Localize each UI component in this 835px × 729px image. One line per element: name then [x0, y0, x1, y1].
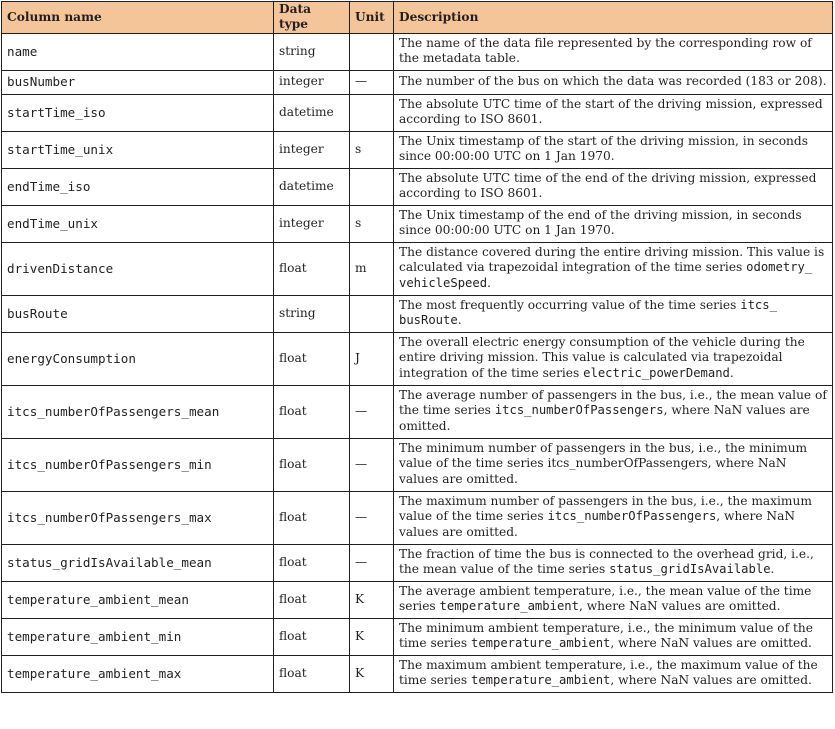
header-data-type: Data type	[274, 2, 350, 34]
cell-data-type: float	[274, 491, 350, 544]
cell-data-type: float	[274, 385, 350, 438]
cell-column-name: energyConsumption	[2, 332, 274, 385]
description-code: temperature_ambient	[470, 673, 611, 688]
cell-unit: K	[350, 618, 394, 655]
cell-unit: s	[350, 205, 394, 242]
cell-column-name: status_gridIsAvailable_mean	[2, 544, 274, 581]
cell-data-type: float	[274, 544, 350, 581]
cell-description	[394, 94, 833, 131]
cell-unit: J	[350, 332, 394, 385]
metadata-table	[1, 1, 833, 693]
description-text: The average number of passengers in the bus, i.e., the mean value of the time series	[399, 388, 827, 418]
cell-column-name: temperature_ambient_mean	[2, 581, 274, 618]
description-text: The number of the bus on which the data was recorded (183 or 208).	[399, 73, 827, 88]
cell-description	[394, 491, 833, 544]
description-text: The maximum ambient temperature, i.e., the maximum value of the time series	[399, 657, 818, 688]
cell-column-name: endTime_iso	[2, 168, 274, 205]
table-row	[2, 581, 833, 618]
description-text: The distance covered during the entire driving mission. This value is calculated via trapezoidal integration of the time series	[399, 245, 825, 275]
table-row	[2, 205, 833, 242]
description-text: .	[770, 562, 775, 577]
header-description: Description	[394, 2, 833, 34]
description-text: .	[457, 313, 462, 328]
description-text: The name of the data file represented by the corresponding row of the metadata table.	[399, 35, 812, 66]
description-text: The absolute UTC time of the end of the driving mission, expressed according to ISO 8601.	[399, 170, 817, 201]
description-code: itcs_numberOfPassengers	[547, 509, 717, 524]
description-text: , where NaN values are omitted.	[399, 509, 796, 539]
table-row	[2, 618, 833, 655]
cell-column-name: itcs_numberOfPassengers_max	[2, 491, 274, 544]
cell-description	[394, 168, 833, 205]
description-code: temperature_ambient	[470, 636, 611, 651]
table-row	[2, 94, 833, 131]
cell-data-type: integer	[274, 70, 350, 94]
table-header-row	[2, 2, 833, 34]
cell-unit: —	[350, 70, 394, 94]
cell-description	[394, 33, 833, 70]
cell-column-name: name	[2, 33, 274, 70]
description-text: The overall electric energy consumption of the vehicle during the entire driving mission. This value is calculated via trapezoidal integration of the time series	[399, 335, 805, 380]
cell-data-type: string	[274, 33, 350, 70]
table-row	[2, 438, 833, 491]
cell-description	[394, 544, 833, 581]
cell-unit: —	[350, 385, 394, 438]
cell-data-type: float	[274, 618, 350, 655]
cell-column-name: startTime_unix	[2, 131, 274, 168]
header-column-name: Column name	[2, 2, 274, 34]
description-text: The Unix timestamp of the start of the driving mission, in seconds since 00:00:00 UTC on 1 Jan 1970.	[399, 133, 808, 164]
description-code: status_gridIsAvailable	[609, 562, 771, 577]
cell-column-name: itcs_numberOfPassengers_min	[2, 438, 274, 491]
table-row	[2, 33, 833, 70]
description-text: The maximum number of passengers in the bus, i.e., the maximum value of the time series	[399, 494, 812, 524]
description-text: The absolute UTC time of the start of the driving mission, expressed according to ISO 8601.	[399, 96, 823, 127]
cell-description	[394, 332, 833, 385]
table-row	[2, 131, 833, 168]
table-row	[2, 655, 833, 692]
cell-description	[394, 655, 833, 692]
cell-description	[394, 205, 833, 242]
cell-description	[394, 295, 833, 332]
cell-data-type: float	[274, 581, 350, 618]
table-row	[2, 70, 833, 94]
description-text: The fraction of time the bus is connected to the overhead grid, i.e., the mean value of the time series	[399, 546, 814, 577]
cell-description	[394, 70, 833, 94]
cell-unit: K	[350, 655, 394, 692]
cell-column-name: endTime_unix	[2, 205, 274, 242]
table-row	[2, 491, 833, 544]
description-text: , where NaN values are omitted.	[578, 599, 781, 614]
cell-unit: —	[350, 491, 394, 544]
cell-column-name: busRoute	[2, 295, 274, 332]
table-row	[2, 242, 833, 295]
cell-data-type: string	[274, 295, 350, 332]
cell-unit	[350, 94, 394, 131]
cell-unit: —	[350, 544, 394, 581]
cell-column-name: temperature_ambient_max	[2, 655, 274, 692]
cell-column-name: busNumber	[2, 70, 274, 94]
cell-description	[394, 385, 833, 438]
description-text: , where NaN values are omitted.	[610, 673, 812, 688]
header-unit: Unit	[350, 2, 394, 34]
description-text: The minimum number of passengers in the bus, i.e., the minimum value of the time series itcs_numberOfPassengers, where NaN values are omitted.	[399, 441, 808, 486]
cell-data-type: float	[274, 242, 350, 295]
table-row	[2, 544, 833, 581]
table-row	[2, 168, 833, 205]
table-row	[2, 332, 833, 385]
cell-description	[394, 581, 833, 618]
cell-description	[394, 618, 833, 655]
description-text: The most frequently occurring value of the time series	[399, 297, 741, 312]
cell-column-name: startTime_iso	[2, 94, 274, 131]
description-text: .	[487, 275, 491, 290]
cell-column-name: drivenDistance	[2, 242, 274, 295]
cell-column-name: itcs_numberOfPassengers_mean	[2, 385, 274, 438]
description-text: , where NaN values are omitted.	[610, 636, 812, 651]
cell-description	[394, 242, 833, 295]
table-row	[2, 385, 833, 438]
table-row	[2, 295, 833, 332]
cell-data-type: datetime	[274, 168, 350, 205]
description-text: The minimum ambient temperature, i.e., the minimum value of the time series	[399, 620, 813, 651]
cell-unit: —	[350, 438, 394, 491]
description-text: .	[729, 365, 734, 380]
cell-data-type: float	[274, 655, 350, 692]
cell-unit: K	[350, 581, 394, 618]
cell-data-type: integer	[274, 131, 350, 168]
cell-unit	[350, 168, 394, 205]
cell-data-type: integer	[274, 205, 350, 242]
cell-column-name: temperature_ambient_min	[2, 618, 274, 655]
cell-unit	[350, 33, 394, 70]
cell-unit: s	[350, 131, 394, 168]
cell-description	[394, 438, 833, 491]
cell-unit: m	[350, 242, 394, 295]
description-code: temperature_ambient	[439, 599, 579, 614]
cell-data-type: datetime	[274, 94, 350, 131]
description-text: , where NaN values are omitted.	[399, 403, 810, 433]
description-code: itcs_ busRoute	[399, 297, 777, 328]
description-text: The average ambient temperature, i.e., the mean value of the time series	[399, 583, 812, 614]
cell-data-type: float	[274, 332, 350, 385]
description-text: The Unix timestamp of the end of the driving mission, in seconds since 00:00:00 UTC on 1 Jan 1970.	[399, 207, 802, 238]
cell-unit	[350, 295, 394, 332]
description-code: itcs_numberOfPassengers	[494, 403, 664, 418]
description-code: odometry_ vehicleSpeed	[399, 260, 813, 290]
description-code: electric_powerDemand	[583, 365, 730, 380]
cell-data-type: float	[274, 438, 350, 491]
cell-description	[394, 131, 833, 168]
